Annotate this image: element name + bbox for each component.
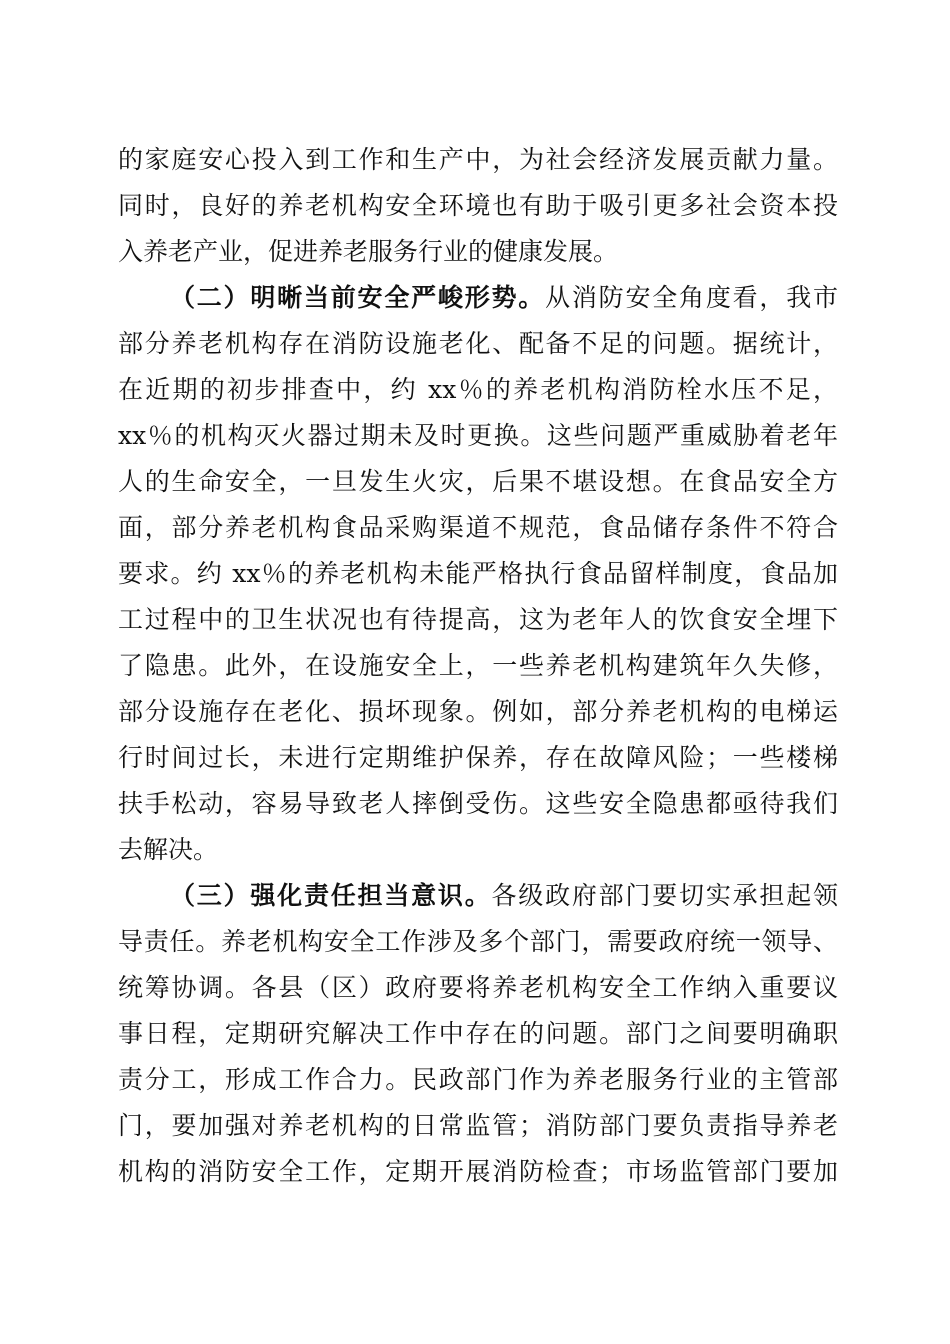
text-line: 事日程，定期研究解决工作中存在的问题。部门之间要明确职	[118, 1019, 838, 1048]
text-run: 从消防安全角度看，我市	[545, 283, 838, 312]
text-line: 了隐患。此外，在设施安全上，一些养老机构建筑年久失修，	[118, 651, 838, 680]
section-heading: （二）明晰当前安全严峻形势。	[170, 283, 546, 312]
text-line: 统筹协调。各县（区）政府要将养老机构安全工作纳入重要议	[118, 973, 838, 1002]
text-line: 的家庭安心投入到工作和生产中，为社会经济发展贡献力量。	[118, 145, 838, 174]
text-line: 工过程中的卫生状况也有待提高，这为老年人的饮食安全埋下	[118, 605, 838, 634]
text-line: 要求。约 xx％的养老机构未能严格执行食品留样制度，食品加	[118, 559, 838, 588]
paragraph-first-line	[170, 876, 838, 916]
text-line: 导责任。养老机构安全工作涉及多个部门，需要政府统一领导、	[118, 927, 838, 956]
text-line: 部分设施存在老化、损坏现象。例如，部分养老机构的电梯运	[118, 697, 838, 726]
text-line: xx％的机构灭火器过期未及时更换。这些问题严重威胁着老年	[118, 421, 838, 450]
text-run: 各级政府部门要切实承担起领	[491, 881, 838, 910]
paragraph-first-line	[170, 278, 838, 318]
text-line: 入养老产业，促进养老服务行业的健康发展。	[118, 237, 619, 266]
section-heading: （三）强化责任担当意识。	[170, 881, 492, 910]
text-line: 面，部分养老机构食品采购渠道不规范，食品储存条件不符合	[118, 513, 838, 542]
text-line: 部分养老机构存在消防设施老化、配备不足的问题。据统计，	[118, 329, 838, 358]
text-line: 扶手松动，容易导致老人摔倒受伤。这些安全隐患都亟待我们	[118, 789, 838, 818]
text-line: 行时间过长，未进行定期维护保养，存在故障风险；一些楼梯	[118, 743, 838, 772]
text-line: 人的生命安全，一旦发生火灾，后果不堪设想。在食品安全方	[118, 467, 838, 496]
text-line: 在近期的初步排查中，约 xx％的养老机构消防栓水压不足，	[118, 375, 838, 404]
text-line: 机构的消防安全工作，定期开展消防检查；市场监管部门要加	[118, 1157, 838, 1186]
text-line: 门，要加强对养老机构的日常监管；消防部门要负责指导养老	[118, 1111, 838, 1140]
text-line: 去解决。	[118, 835, 219, 864]
text-line: 责分工，形成工作合力。民政部门作为养老服务行业的主管部	[118, 1065, 838, 1094]
text-line: 同时，良好的养老机构安全环境也有助于吸引更多社会资本投	[118, 191, 838, 220]
